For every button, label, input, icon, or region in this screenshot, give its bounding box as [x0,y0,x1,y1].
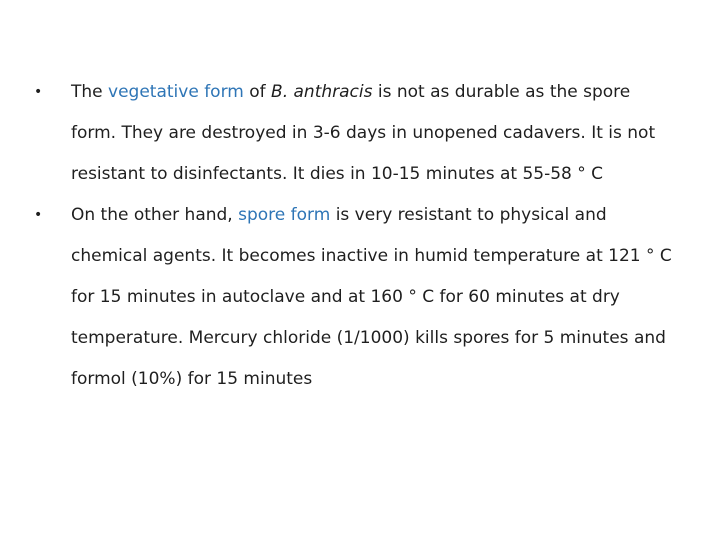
species-name: B. anthracis [271,82,373,102]
text-segment: is very resistant to physical and chemical agents. It becomes inactive in humid temperature at 121 ° C for 15 minutes in autoclave and at 160 ° C for 60 minutes at dry temperature. Mercury chloride (1/1000) kills spores for 5 minutes and formol (10%) for 15 minutes [71,205,672,389]
bullet-list [34,72,680,400]
text-segment: The [71,82,109,102]
text-segment: of [243,82,272,102]
text-segment: is not as durable as the spore form. They are destroyed in 3-6 days in unopened cadavers. It is not resistant to disinfectants. It dies in 10-15 minutes at 55-58 ° C [71,82,656,184]
highlighted-term-vegetative-form: vegetative form [108,82,244,102]
bullet-item-vegetative-form [34,72,680,195]
bullet-item-spore-form [34,195,680,400]
bullet-dot-icon: • [34,84,43,100]
bullet-dot-icon: • [34,207,43,223]
text-segment: On the other hand, [71,205,239,225]
highlighted-term-spore-form: spore form [238,205,331,225]
